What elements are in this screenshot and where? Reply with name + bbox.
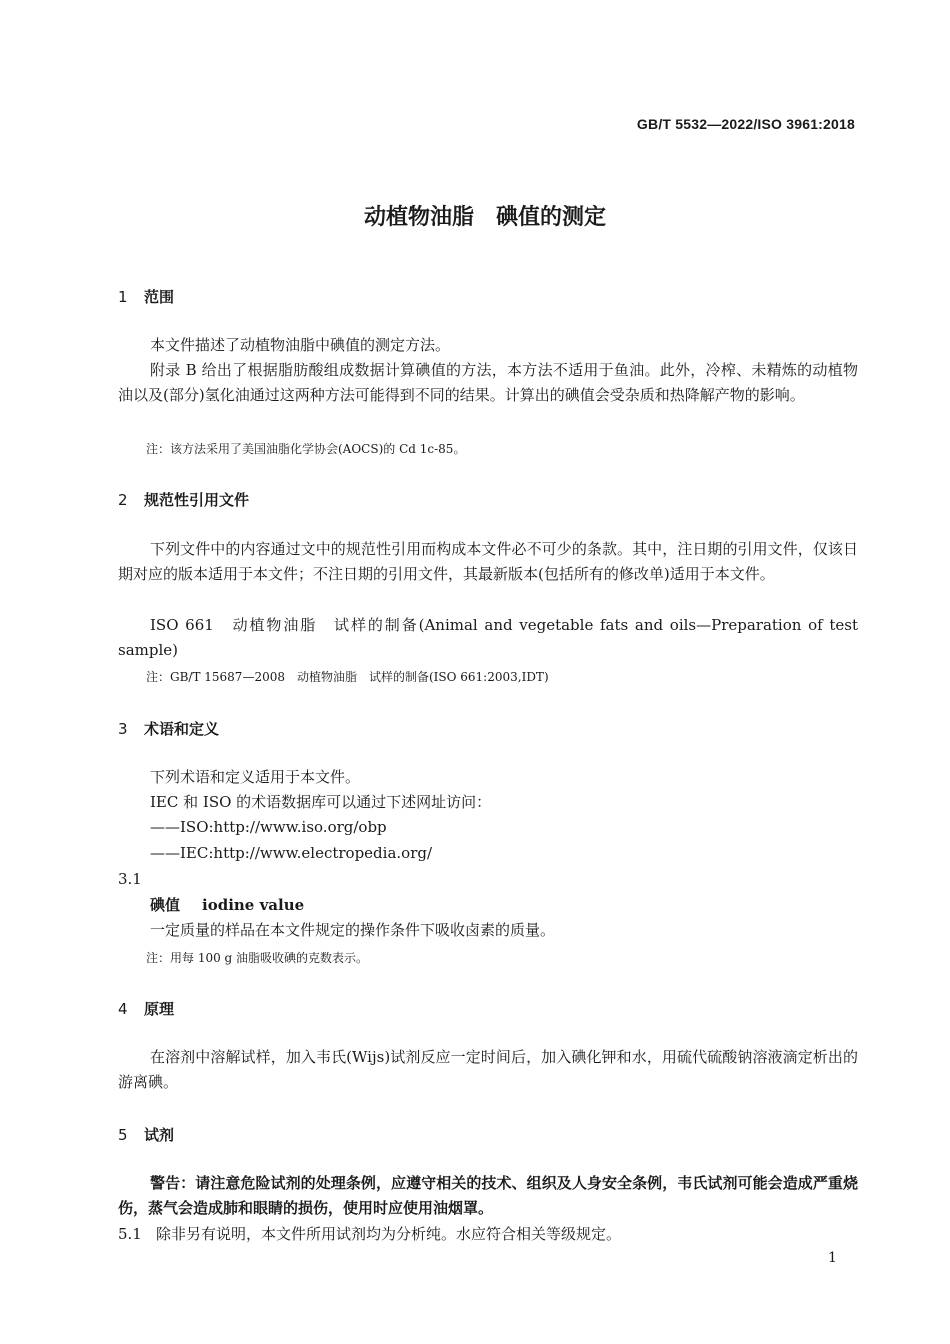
paragraph: 附录 B 给出了根据脂肪酸组成数据计算碘值的方法，本方法不适用于鱼油。此外，冷榨、未精炼的动植物油以及(部分)氢化油通过这两种方法可能得到不同的结果。计算出的碘值会受杂质和热降解产物的影响。 [118,361,858,404]
section-number: 4 [118,1000,128,1018]
section-5-heading [118,1124,174,1145]
list-item-link: ——IEC:http://www.electropedia.org/ [150,844,433,862]
term-english: iodine value [202,896,305,914]
term-entry [150,893,304,918]
note: 注：GB/T 15687—2008 动植物油脂 试样的制备(ISO 661:2003,IDT) [146,670,549,684]
section-number: 5 [118,1126,128,1144]
section-2-heading [118,489,249,510]
note: 注：用每 100 g 油脂吸收碘的克数表示。 [146,951,369,965]
section-title: 试剂 [144,1126,175,1144]
section-3-heading [118,718,219,739]
section-number: 3 [118,720,128,738]
section-title: 原理 [144,1000,175,1018]
clause-number: 5.1 [118,1225,142,1243]
clause-text: 除非另有说明，本文件所用试剂均为分析纯。水应符合相关等级规定。 [156,1225,622,1243]
paragraph: 下列术语和定义适用于本文件。 [150,768,361,786]
section-number: 2 [118,491,128,509]
section-title: 术语和定义 [144,720,220,738]
standard-code: GB/T 5532—2022/ISO 3961:2018 [636,116,855,132]
section-number: 1 [118,288,128,306]
term-definition: 一定质量的样品在本文件规定的操作条件下吸收卤素的质量。 [150,921,556,939]
section-1-heading [118,286,174,307]
paragraph: 在溶剂中溶解试样，加入韦氏(Wijs)试剂反应一定时间后，加入碘化钾和水，用硫代硫酸钠溶液滴定析出的游离碘。 [118,1048,858,1091]
term-number: 3.1 [118,870,142,888]
note: 注：该方法采用了美国油脂化学协会(AOCS)的 Cd 1c-85。 [146,442,466,456]
term-chinese: 碘值 [150,896,181,914]
section-title: 规范性引用文件 [144,491,250,509]
clause-5-1 [118,1222,621,1247]
page-number: 1 [828,1250,837,1266]
paragraph: IEC 和 ISO 的术语数据库可以通过下述网址访问： [150,793,492,811]
paragraph: 下列文件中的内容通过文中的规范性引用而构成本文件必不可少的条款。其中，注日期的引用文件，仅该日期对应的版本适用于本文件；不注日期的引用文件，其最新版本(包括所有的修改单)适用于本文件。 [118,540,858,583]
list-item-link: ——ISO:http://www.iso.org/obp [150,818,387,836]
section-title: 范围 [144,288,175,306]
paragraph: 本文件描述了动植物油脂中碘值的测定方法。 [150,336,451,354]
warning-paragraph: 警告：请注意危险试剂的处理条例，应遵守相关的技术、组织及人身安全条例，韦氏试剂可能会造成严重烧伤，蒸气会造成肺和眼睛的损伤，使用时应使用油烟罩。 [118,1174,858,1217]
section-4-heading [118,998,174,1019]
document-title: 动植物油脂 碘值的测定 [363,205,606,230]
normative-reference: ISO 661 动植物油脂 试样的制备(Animal and vegetable fats and oils—Preparation of test sample) [118,616,858,659]
